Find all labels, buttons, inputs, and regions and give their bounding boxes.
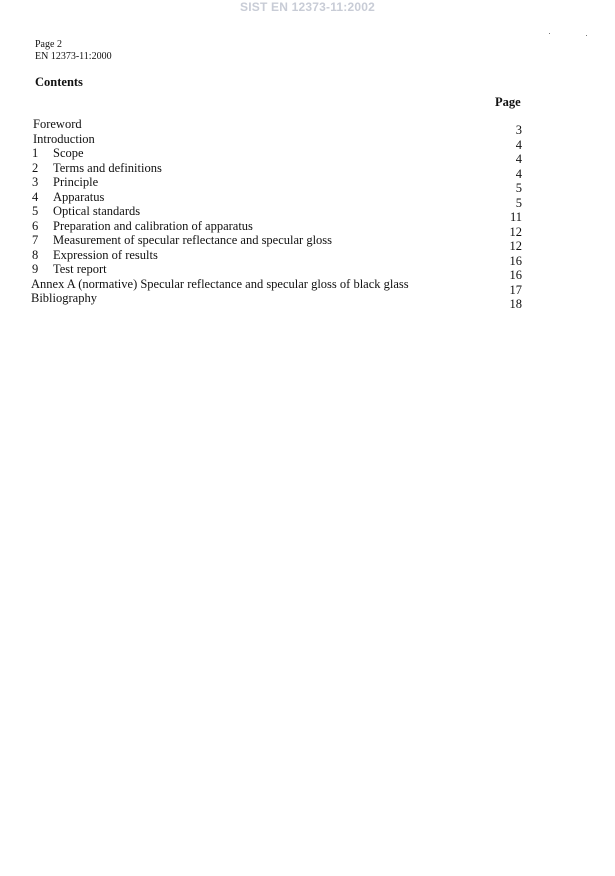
toc-entry-page: 4 xyxy=(515,166,522,181)
toc-entry-number: 2 xyxy=(32,160,39,175)
toc-entry-number: 3 xyxy=(32,175,39,189)
toc-entry-page: 16 xyxy=(509,268,522,282)
toc-entry-title: Test report xyxy=(53,262,107,276)
scan-speck xyxy=(586,35,587,36)
toc-entry-page: 17 xyxy=(509,282,522,297)
page-number-label: Page 2 xyxy=(35,39,62,50)
toc-entry-title: Foreword xyxy=(33,117,82,131)
toc-entry-preparation-calibration[interactable] xyxy=(0,218,615,239)
toc-entry-measurement[interactable] xyxy=(0,233,615,253)
toc-entry-title: Scope xyxy=(53,146,84,160)
toc-entry-number: 1 xyxy=(32,146,39,160)
toc-entry-number: 8 xyxy=(32,247,39,262)
watermark-standard-id: SIST EN 12373-11:2002 xyxy=(240,0,375,14)
table-of-contents xyxy=(0,117,615,311)
toc-entry-title: Apparatus xyxy=(53,189,105,204)
toc-entry-title: Principle xyxy=(53,175,99,189)
toc-entry-scope[interactable] xyxy=(0,146,615,166)
toc-entry-title: Expression of results xyxy=(53,247,158,262)
toc-entry-title: Introduction xyxy=(33,131,95,146)
toc-entry-terms-and-definitions[interactable] xyxy=(0,160,615,181)
toc-entry-title: Annex A (normative) Specular reflectance and specular gloss of black glass xyxy=(31,276,409,291)
toc-entry-page: 4 xyxy=(515,152,522,166)
toc-entry-introduction[interactable] xyxy=(0,131,615,152)
toc-entry-title: Optical standards xyxy=(53,204,141,218)
toc-entry-page: 12 xyxy=(509,224,522,239)
toc-entry-number: 5 xyxy=(32,204,39,218)
toc-entry-page: 3 xyxy=(515,123,522,137)
document-id: EN 12373-11:2000 xyxy=(35,51,112,62)
toc-entry-page: 12 xyxy=(509,239,522,253)
toc-entry-title: Preparation and calibration of apparatus xyxy=(53,218,253,233)
toc-entry-number: 6 xyxy=(32,218,39,233)
toc-entry-expression-of-results[interactable] xyxy=(0,247,615,268)
toc-entry-optical-standards[interactable] xyxy=(0,204,615,224)
contents-heading: Contents xyxy=(35,75,83,89)
scan-speck xyxy=(549,33,550,34)
toc-entry-annex-a[interactable] xyxy=(0,276,615,297)
toc-entry-title: Terms and definitions xyxy=(53,160,162,175)
toc-entry-page: 5 xyxy=(515,181,522,195)
toc-entry-page: 5 xyxy=(515,195,522,210)
page-column-heading: Page xyxy=(495,95,521,109)
toc-entry-number: 4 xyxy=(32,189,39,204)
toc-entry-title: Measurement of specular reflectance and specular gloss xyxy=(53,233,333,247)
toc-entry-number: 7 xyxy=(32,233,39,247)
toc-entry-test-report[interactable] xyxy=(0,262,615,282)
toc-entry-bibliography[interactable] xyxy=(0,291,615,311)
toc-entry-number: 9 xyxy=(32,262,39,276)
toc-entry-page: 11 xyxy=(509,210,522,224)
toc-entry-page: 4 xyxy=(515,137,522,152)
page-header xyxy=(35,39,112,63)
toc-entry-foreword[interactable] xyxy=(0,117,615,137)
toc-entry-title: Bibliography xyxy=(31,291,97,305)
toc-entry-apparatus[interactable] xyxy=(0,189,615,210)
toc-entry-page: 16 xyxy=(509,253,522,268)
toc-entry-page: 18 xyxy=(509,297,522,311)
toc-entry-principle[interactable] xyxy=(0,175,615,195)
